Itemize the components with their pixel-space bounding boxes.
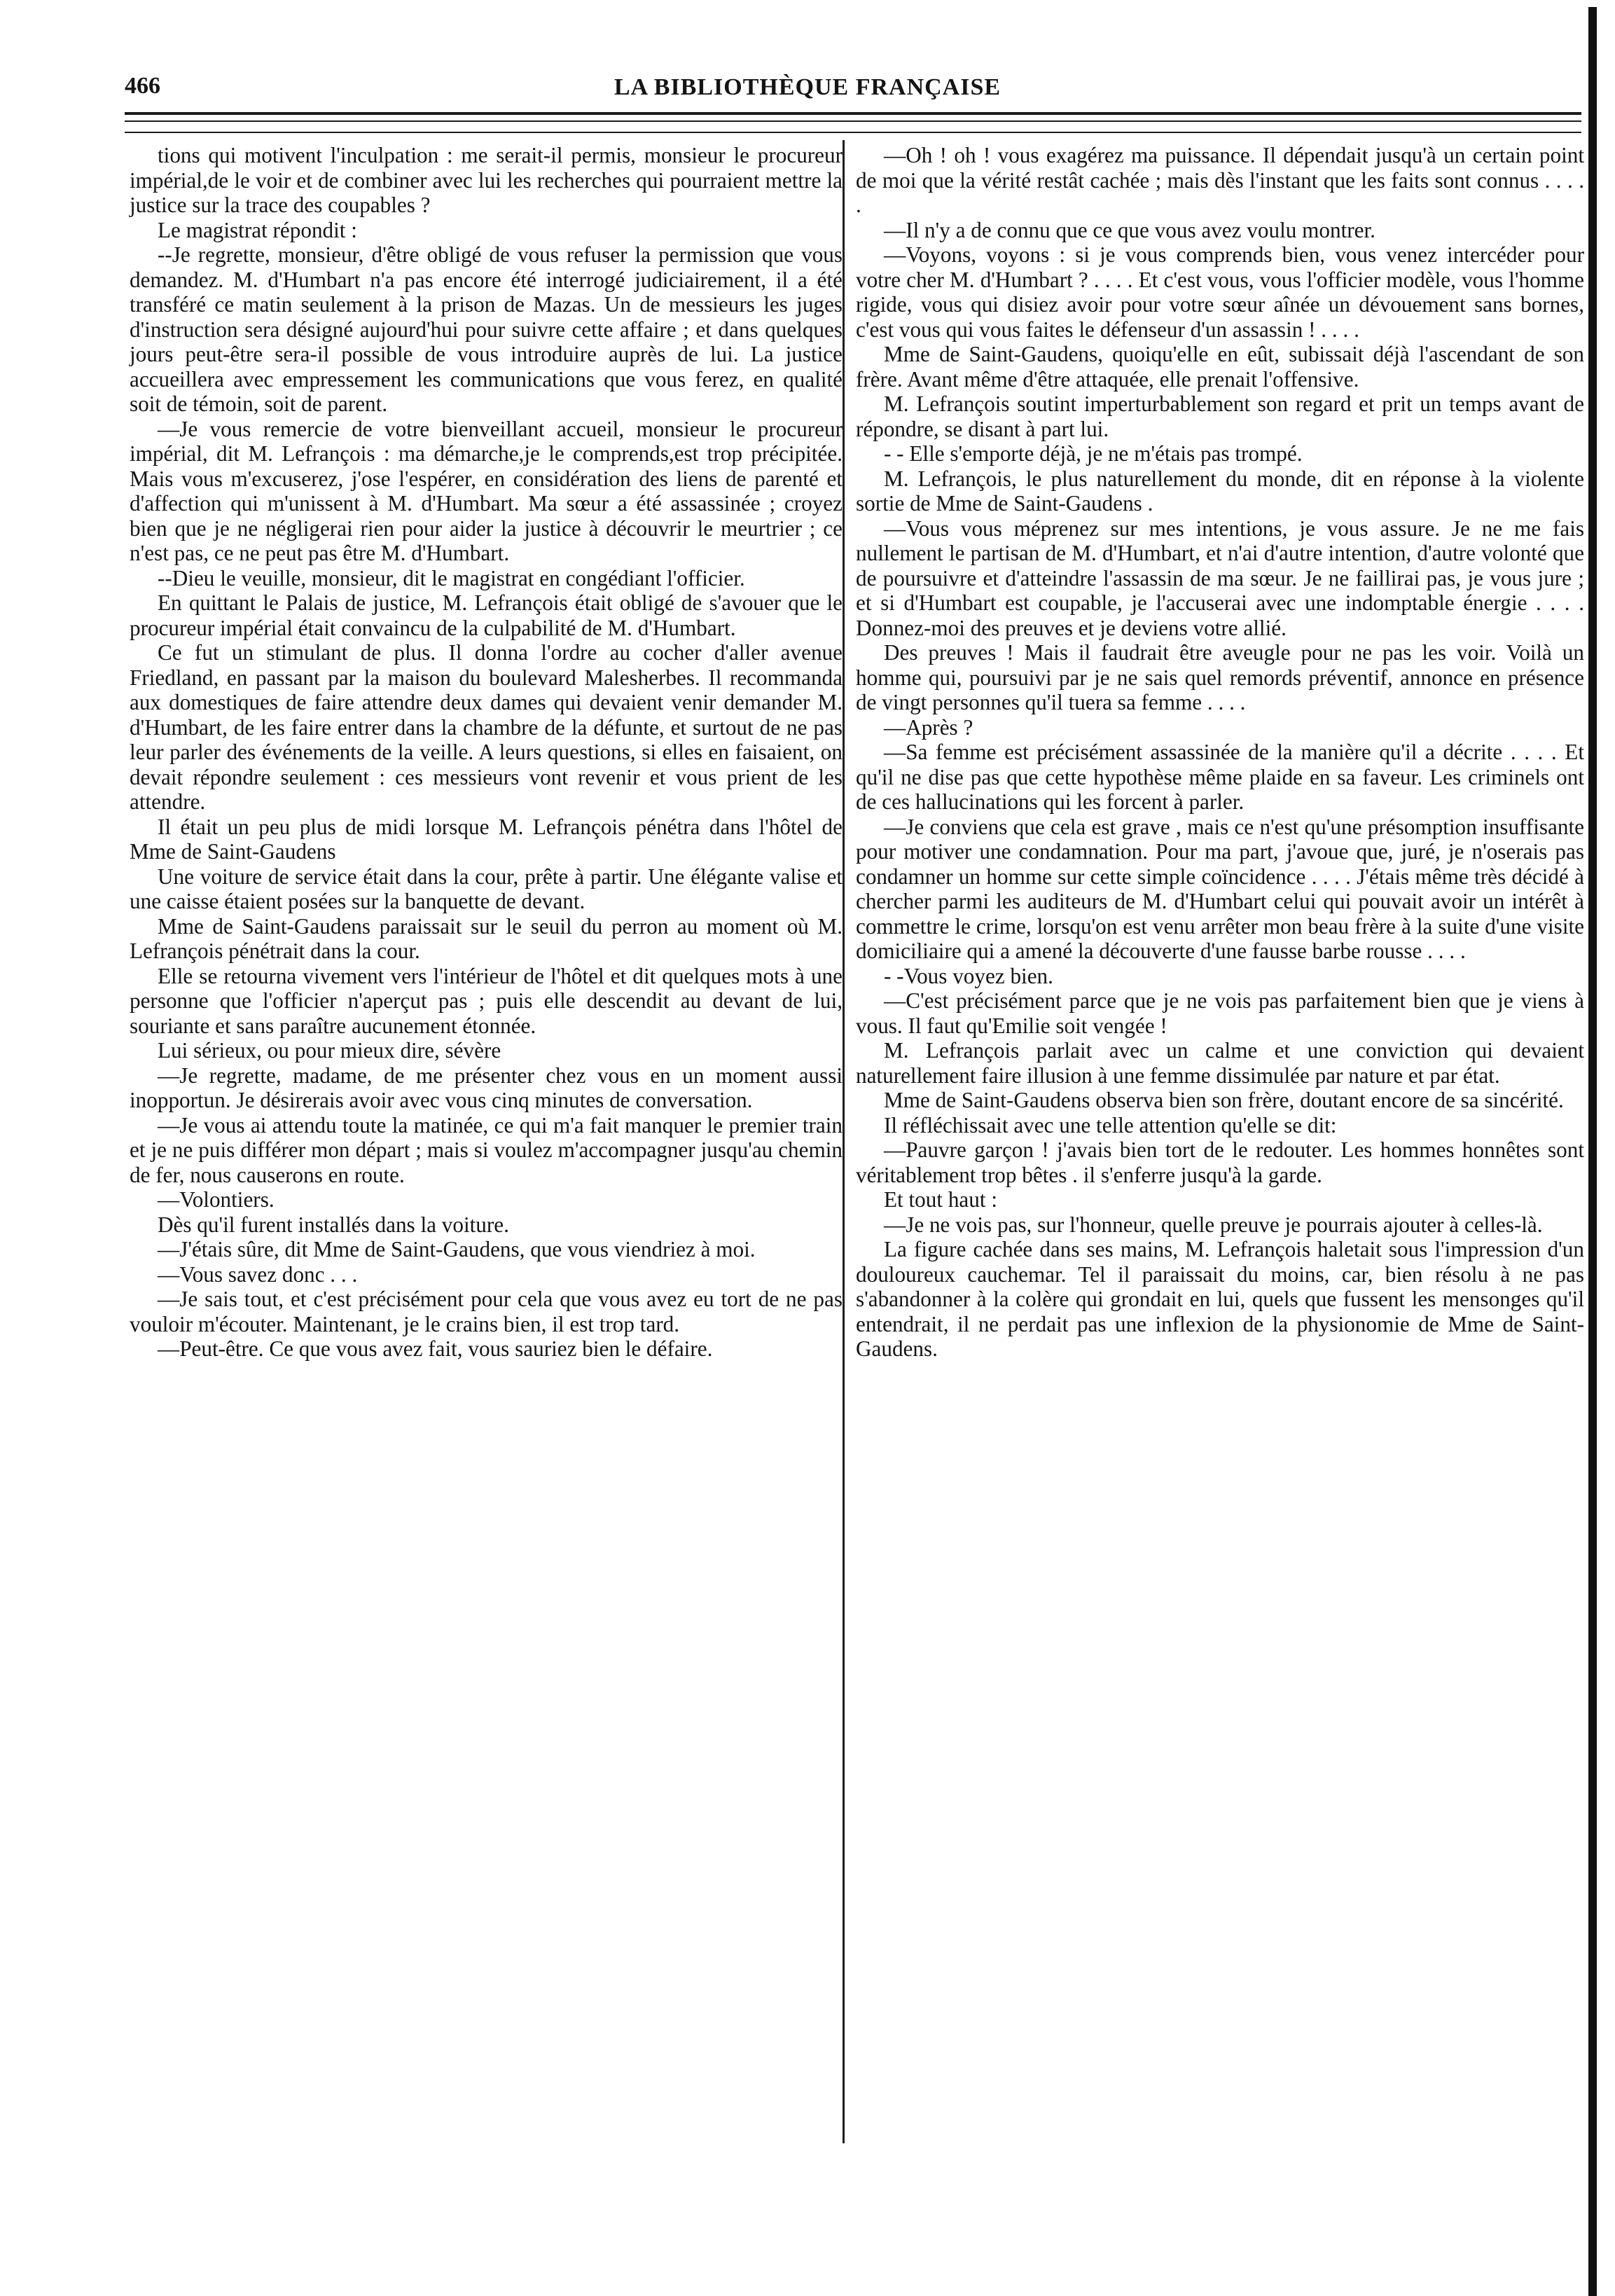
header-rule-thick bbox=[125, 112, 1581, 115]
paragraph: —Je conviens que cela est grave , mais ce n'est qu'une présomption insuffisante pour motiver une condamnation. Pour ma part, j'avoue que, juré, je n'oserais pas condamner un homme sur cette simple coïncidence . . . . J'étais même très décidé à chercher parmi les auditeurs de M. d'Humbart celui qui pouvait avoir un intérêt à commettre le crime, lorsqu'on est venu arrêter mon beau frère à la suite d'une visite domiciliaire qui a amené la découverte d'une fausse barbe rousse . . . . bbox=[856, 814, 1584, 963]
paragraph: - -Vous voyez bien. bbox=[884, 963, 1053, 988]
paragraph: Elle se retourna vivement vers l'intérieur de l'hôtel et dit quelques mots à une personne que l'officier n'aperçut pas ; puis elle descendit au devant de lui, souriante et sans paraître aucunement étonnée. bbox=[130, 963, 843, 1038]
paragraph: tions qui motivent l'inculpation : me serait-il permis, monsieur le procureur impérial,de le voir et de combiner avec lui les recherches qui pourraient mettre la justice sur la trace des coupables ? bbox=[130, 143, 843, 217]
paragraph: —Je sais tout, et c'est précisément pour cela que vous avez eu tort de ne pas vouloir m'écouter. Maintenant, je le crains bien, il est trop tard. bbox=[130, 1287, 843, 1336]
paragraph: —Il n'y a de connu que ce que vous avez voulu montrer. bbox=[884, 217, 1375, 242]
paragraph: Lui sérieux, ou pour mieux dire, sévère bbox=[158, 1038, 501, 1063]
paragraph: Le magistrat répondit : bbox=[158, 217, 357, 242]
paragraph: Il réfléchissait avec une telle attention qu'elle se dit: bbox=[884, 1112, 1337, 1137]
right-column bbox=[856, 143, 1584, 1362]
paragraph: --Je regrette, monsieur, d'être obligé de vous refuser la permission que vous demandez. M. d'Humbart n'a pas encore été interrogé judiciairement, il a été transféré ce matin seulement à la prison de Mazas. Un de messieurs les juges d'instruction sera désigné aujourd'hui pour suivre cette affaire ; et dans quelques jours peut-être sera-il possible de vous introduire auprès de lui. La justice accueillera avec empressement les communications que vous ferez, en qualité soit de témoin, soit de parent. bbox=[130, 242, 843, 416]
paragraph: La figure cachée dans ses mains, M. Lefrançois haletait sous l'impression d'un douloureux cauchemar. Tel il paraissait du moins, car, bien résolu à ne pas s'abandonner à la colère qui grondait en lui, quels que fussent les mensonges qu'il entendrait, il ne perdait pas une inflexion de la physionomie de Mme de Saint-Gaudens. bbox=[856, 1237, 1584, 1361]
paragraph: —Je regrette, madame, de me présenter chez vous en un moment aussi inopportun. Je désirerais avoir avec vous cinq minutes de conversation. bbox=[130, 1063, 843, 1112]
header-rule-lower bbox=[125, 132, 1581, 133]
paragraph: —Peut-être. Ce que vous avez fait, vous sauriez bien le défaire. bbox=[158, 1336, 713, 1361]
paragraph: —Je ne vois pas, sur l'honneur, quelle preuve je pourrais ajouter à celles-là. bbox=[884, 1212, 1543, 1237]
paragraph: —Volontiers. bbox=[158, 1187, 275, 1212]
paragraph: —Vous savez donc . . . bbox=[158, 1261, 358, 1287]
paragraph: Une voiture de service était dans la cour, prête à partir. Une élégante valise et une caisse étaient posées sur la banquette de devant. bbox=[130, 864, 843, 913]
paragraph: —Sa femme est précisément assassinée de la manière qu'il a décrite . . . . Et qu'il ne dise pas que cette hypothèse même plaide en sa faveur. Les criminels ont de ces hallucinations qui les forcent à parler. bbox=[856, 740, 1584, 814]
paragraph: Des preuves ! Mais il faudrait être aveugle pour ne pas les voir. Voilà un homme qui, poursuivi par je ne sais quel remords préventif, annonce en présence de vingt personnes qu'il tuera sa femme . . . . bbox=[856, 640, 1584, 714]
header-rule-thin bbox=[125, 120, 1581, 122]
paragraph: Ce fut un stimulant de plus. Il donna l'ordre au cocher d'aller avenue Friedland, en passant par la maison du boulevard Malesherbes. Il recommanda aux domestiques de faire attendre deux dames qui devaient venir demander M. d'Humbart, de les faire entrer dans la chambre de la défunte, et surtout de ne pas leur parler des événements de la veille. A leurs questions, si elles en faisaient, on devait répondre seulement : ces messieurs vont revenir et vous prient de les attendre. bbox=[130, 640, 843, 814]
paragraph: M. Lefrançois soutint imperturbablement son regard et prit un temps avant de répondre, se disant à part lui. bbox=[856, 392, 1584, 441]
left-column bbox=[130, 143, 843, 1362]
paragraph: Mme de Saint-Gaudens, quoiqu'elle en eût, subissait déjà l'ascendant de son frère. Avant même d'être attaquée, elle prenait l'offensive. bbox=[856, 342, 1584, 392]
page-edge-shadow bbox=[1588, 7, 1597, 2296]
paragraph: Mme de Saint-Gaudens paraissait sur le seuil du perron au moment où M. Lefrançois pénétrait dans la cour. bbox=[130, 913, 843, 963]
paragraph: —Je vous remercie de votre bienveillant accueil, monsieur le procureur impérial, dit M. Lefrançois : ma démarche,je le comprends,est trop précipitée. Mais vous m'excuserez, j'ose l'espérer, en considération des liens de parenté et d'affection qui m'unissent à M. d'Humbart. Ma sœur a été assassinée ; croyez bien que je ne négligerai rien pour aider la justice à découvrir le meurtrier ; ce n'est pas, ce ne peut pas être M. d'Humbart. bbox=[130, 416, 843, 565]
paragraph: - - Elle s'emporte déjà, je ne m'étais pas trompé. bbox=[884, 441, 1303, 466]
paragraph: —C'est précisément parce que je ne vois pas parfaitement bien que je viens à vous. Il faut qu'Emilie soit vengée ! bbox=[856, 988, 1584, 1038]
running-title: LA BIBLIOTHÈQUE FRANÇAISE bbox=[614, 74, 1001, 100]
column-divider bbox=[843, 140, 845, 2143]
paragraph: —Je vous ai attendu toute la matinée, ce qui m'a fait manquer le premier train et je ne puis différer mon départ ; mais si voulez m'accompagner jusqu'au chemin de fer, nous causerons en route. bbox=[130, 1112, 843, 1187]
paragraph: —Vous vous méprenez sur mes intentions, je vous assure. Je ne me fais nullement le partisan de M. d'Humbart, et n'ai d'autre intention, d'autre volonté que de poursuivre et d'atteindre l'assassin de ma sœur. Je ne faillirai pas, je vous jure ; et si d'Humbart est coupable, je l'accuserai avec une indomptable énergie . . . . Donnez-moi des preuves et je deviens votre allié. bbox=[856, 516, 1584, 640]
paragraph: En quittant le Palais de justice, M. Lefrançois était obligé de s'avouer que le procureur impérial était convaincu de la culpabilité de M. d'Humbart. bbox=[130, 590, 843, 640]
paragraph: —Pauvre garçon ! j'avais bien tort de le redouter. Les hommes honnêtes sont véritablement trop bêtes . il s'enferre jusqu'à la garde. bbox=[856, 1137, 1584, 1187]
paragraph: --Dieu le veuille, monsieur, dit le magistrat en congédiant l'officier. bbox=[158, 565, 745, 590]
paragraph: M. Lefrançois parlait avec un calme et une conviction qui devaient naturellement faire illusion à une femme dissimulée par nature et par état. bbox=[856, 1038, 1584, 1088]
paragraph: Et tout haut : bbox=[884, 1187, 997, 1212]
paragraph: M. Lefrançois, le plus naturellement du monde, dit en réponse à la violente sortie de Mme de Saint-Gaudens . bbox=[856, 466, 1584, 516]
paragraph: Mme de Saint-Gaudens observa bien son frère, doutant encore de sa sincérité. bbox=[884, 1088, 1564, 1112]
paragraph: —Après ? bbox=[884, 714, 973, 740]
paragraph: Dès qu'il furent installés dans la voiture. bbox=[158, 1212, 509, 1237]
paragraph: Il était un peu plus de midi lorsque M. Lefrançois pénétra dans l'hôtel de Mme de Saint-Gaudens bbox=[130, 814, 843, 864]
paragraph: —Oh ! oh ! vous exagérez ma puissance. Il dépendait jusqu'à un certain point de moi que la vérité restât cachée ; mais dès l'instant que les faits sont connus . . . . . bbox=[856, 143, 1584, 217]
paragraph: —Voyons, voyons : si je vous comprends bien, vous venez intercéder pour votre cher M. d'Humbart ? . . . . Et c'est vous, vous l'officier modèle, vous l'homme rigide, vous qui disiez avoir pour votre sœur aînée un dévouement sans bornes, c'est vous qui vous faites le défenseur d'un assassin ! . . . . bbox=[856, 242, 1584, 342]
page-number: 466 bbox=[125, 73, 160, 99]
paragraph: —J'étais sûre, dit Mme de Saint-Gaudens, que vous viendriez à moi. bbox=[158, 1237, 756, 1261]
